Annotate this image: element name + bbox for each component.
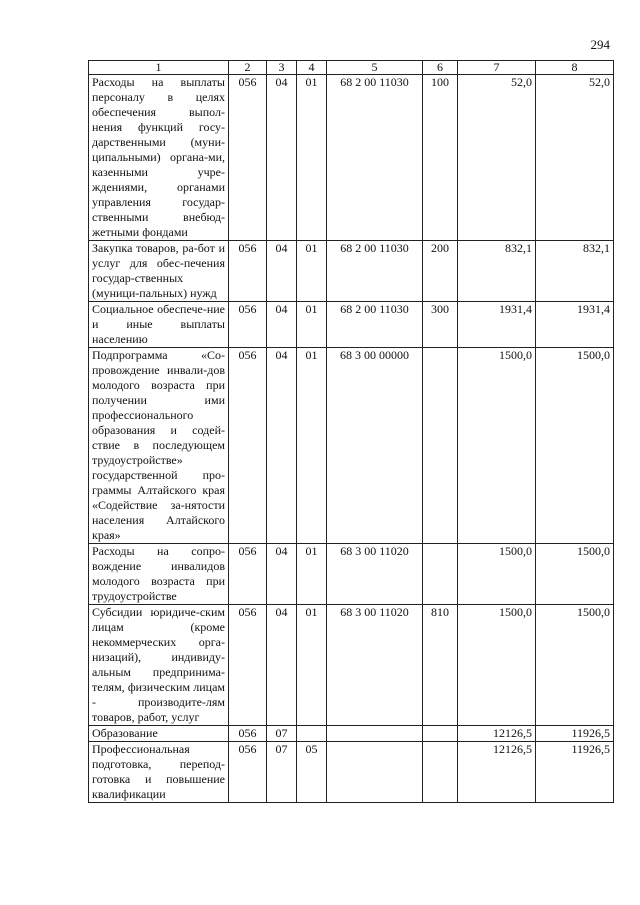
amount-col7: 12126,5 <box>458 726 536 742</box>
table-row <box>89 302 614 348</box>
row-description: Субсидии юридиче-ским лицам (кроме некоммерческих орга-низаций), индивиду-альным предпринима-телям, физическим лицам - производите-лям товаров, работ, услуг <box>89 605 229 726</box>
ministry-code: 056 <box>229 605 267 726</box>
amount-col8: 1500,0 <box>536 348 614 544</box>
ministry-code: 056 <box>229 742 267 803</box>
section-code: 04 <box>267 605 297 726</box>
amount-col7: 1931,4 <box>458 302 536 348</box>
target-article-code: 68 2 00 11030 <box>327 241 423 302</box>
ministry-code: 056 <box>229 75 267 241</box>
amount-col8: 1931,4 <box>536 302 614 348</box>
target-article-code: 68 2 00 11030 <box>327 302 423 348</box>
column-header: 6 <box>423 61 458 75</box>
row-description: Расходы на сопро-вождение инвалидов молодого возраста при трудоустройстве <box>89 544 229 605</box>
amount-col7: 52,0 <box>458 75 536 241</box>
amount-col7: 1500,0 <box>458 544 536 605</box>
amount-col7: 1500,0 <box>458 348 536 544</box>
amount-col8: 11926,5 <box>536 726 614 742</box>
column-header: 5 <box>327 61 423 75</box>
target-article-code: 68 2 00 11030 <box>327 75 423 241</box>
subsection-code: 01 <box>297 241 327 302</box>
table-row <box>89 742 614 803</box>
amount-col7: 1500,0 <box>458 605 536 726</box>
target-article-code <box>327 726 423 742</box>
subsection-code: 01 <box>297 605 327 726</box>
ministry-code: 056 <box>229 302 267 348</box>
amount-col8: 11926,5 <box>536 742 614 803</box>
expense-type-code <box>423 742 458 803</box>
page-number: 294 <box>590 37 610 52</box>
target-article-code <box>327 742 423 803</box>
section-code: 04 <box>267 348 297 544</box>
amount-col7: 12126,5 <box>458 742 536 803</box>
column-header: 8 <box>536 61 614 75</box>
amount-col8: 52,0 <box>536 75 614 241</box>
section-code: 07 <box>267 726 297 742</box>
expense-type-code: 810 <box>423 605 458 726</box>
section-code: 04 <box>267 75 297 241</box>
expense-type-code <box>423 544 458 605</box>
section-code: 07 <box>267 742 297 803</box>
row-description: Подпрограмма «Со-провождение инвали-дов молодого возраста при получении ими профессионального образования и содей-ствие в последующем трудоустройстве» государственной про-граммы Алтайского края «Содействие за-нятости населения Алтайского края» <box>89 348 229 544</box>
column-header: 3 <box>267 61 297 75</box>
row-description: Профессиональная подготовка, перепод-готовка и повышение квалификации <box>89 742 229 803</box>
section-code: 04 <box>267 241 297 302</box>
budget-table <box>88 60 614 803</box>
row-description: Социальное обеспече-ние и иные выплаты населению <box>89 302 229 348</box>
table-row <box>89 544 614 605</box>
table-row <box>89 348 614 544</box>
ministry-code: 056 <box>229 348 267 544</box>
amount-col8: 1500,0 <box>536 605 614 726</box>
target-article-code: 68 3 00 11020 <box>327 544 423 605</box>
subsection-code: 01 <box>297 544 327 605</box>
subsection-code: 01 <box>297 302 327 348</box>
row-description: Расходы на выплаты персоналу в целях обеспечения выпол-нения функций госу-дарственными (муни-ципальными) органа-ми, казенными учре-ждениями, органами управления государ-ственными внебюд-жетными фондами <box>89 75 229 241</box>
column-header: 2 <box>229 61 267 75</box>
column-header: 7 <box>458 61 536 75</box>
expense-type-code: 200 <box>423 241 458 302</box>
subsection-code: 01 <box>297 348 327 544</box>
column-header: 1 <box>89 61 229 75</box>
section-code: 04 <box>267 544 297 605</box>
row-description: Закупка товаров, ра-бот и услуг для обес-печения государ-ственных (муници-пальных) нужд <box>89 241 229 302</box>
amount-col8: 832,1 <box>536 241 614 302</box>
amount-col8: 1500,0 <box>536 544 614 605</box>
row-description: Образование <box>89 726 229 742</box>
target-article-code: 68 3 00 00000 <box>327 348 423 544</box>
expense-type-code: 300 <box>423 302 458 348</box>
ministry-code: 056 <box>229 544 267 605</box>
amount-col7: 832,1 <box>458 241 536 302</box>
target-article-code: 68 3 00 11020 <box>327 605 423 726</box>
subsection-code: 05 <box>297 742 327 803</box>
expense-type-code <box>423 726 458 742</box>
table-row <box>89 241 614 302</box>
expense-type-code <box>423 348 458 544</box>
section-code: 04 <box>267 302 297 348</box>
subsection-code <box>297 726 327 742</box>
expense-type-code: 100 <box>423 75 458 241</box>
ministry-code: 056 <box>229 726 267 742</box>
table-row <box>89 605 614 726</box>
column-header: 4 <box>297 61 327 75</box>
header-row <box>89 61 614 75</box>
ministry-code: 056 <box>229 241 267 302</box>
table-row <box>89 726 614 742</box>
subsection-code: 01 <box>297 75 327 241</box>
table-row <box>89 75 614 241</box>
